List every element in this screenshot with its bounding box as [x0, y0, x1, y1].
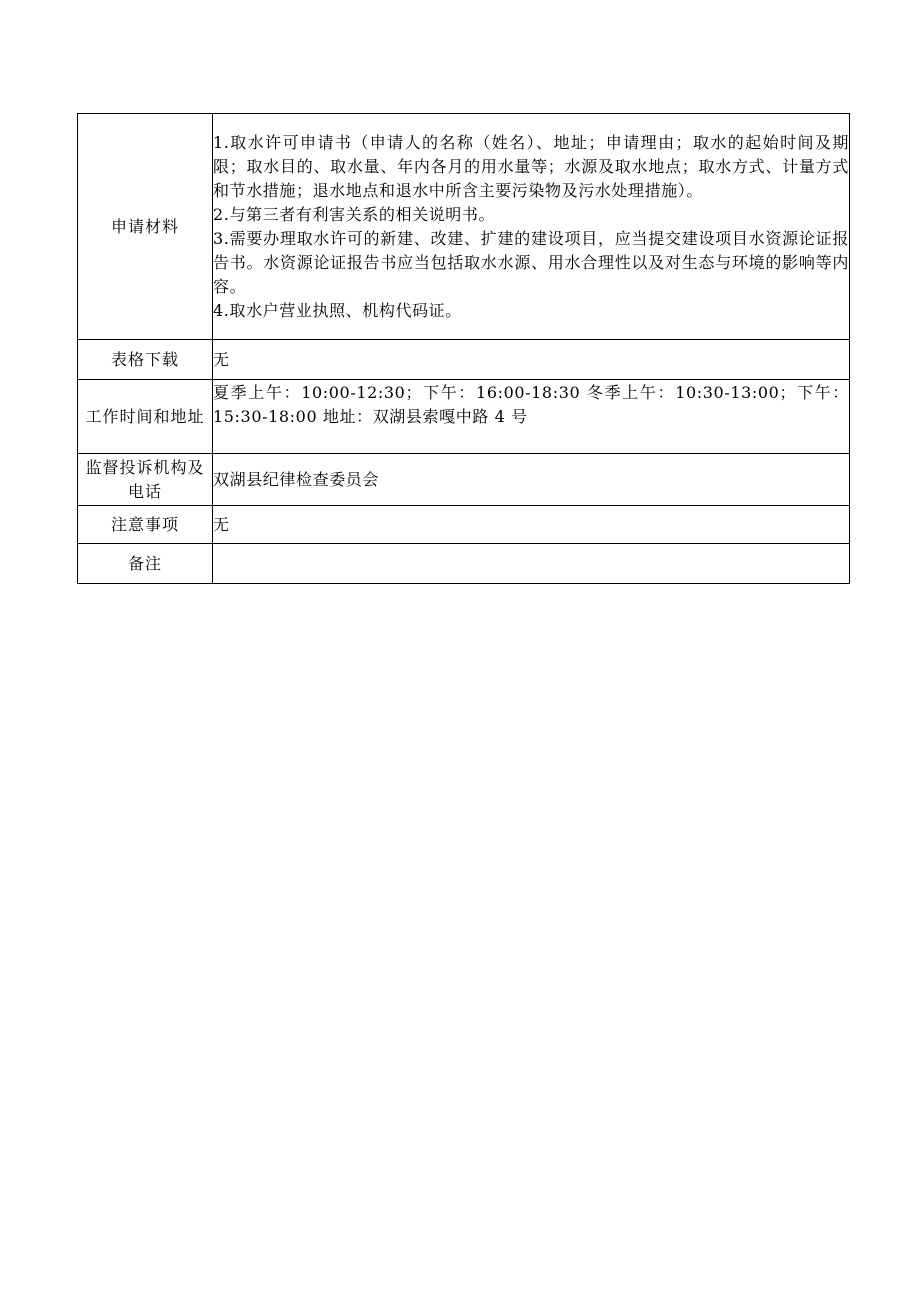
table-row-form-download — [78, 340, 850, 380]
document-page — [77, 113, 849, 584]
table-row-notes — [78, 506, 850, 544]
notes-label: 注意事项 — [78, 506, 213, 544]
remarks-label: 备注 — [78, 544, 213, 584]
service-info-table — [77, 113, 850, 584]
table-row-remarks — [78, 544, 850, 584]
material-item-3: 3.需要办理取水许可的新建、改建、扩建的建设项目，应当提交建设项目水资源论证报告书。水资源论证报告书应当包括取水水源、用水合理性以及对生态与环境的影响等内容。 — [213, 228, 849, 296]
material-item-2: 2.与第三者有利害关系的相关说明书。 — [213, 204, 496, 224]
notes-value: 无 — [213, 506, 850, 544]
table-row-supervision — [78, 454, 850, 506]
table-row-application-materials — [78, 114, 850, 340]
material-item-1: 1.取水许可申请书（申请人的名称（姓名）、地址；申请理由；取水的起始时间及期限；取水目的、取水量、年内各月的用水量等；水源及取水地点；取水方式、计量方式和节水措施；退水地点和退水中所含主要污染物及污水处理措施）。 — [213, 132, 849, 200]
form-download-value: 无 — [213, 340, 850, 380]
remarks-value — [213, 544, 850, 584]
form-download-label: 表格下载 — [78, 340, 213, 380]
working-hours-value: 夏季上午：10:00-12:30；下午：16:00-18:30 冬季上午：10:30-13:00；下午：15:30-18:00 地址：双湖县索嘎中路 4 号 — [213, 380, 850, 454]
table-row-working-hours — [78, 380, 850, 454]
application-materials-value — [213, 114, 850, 340]
working-hours-label: 工作时间和地址 — [78, 380, 213, 454]
material-item-4: 4.取水户营业执照、机构代码证。 — [213, 300, 462, 320]
supervision-value: 双湖县纪律检查委员会 — [213, 454, 850, 506]
supervision-label: 监督投诉机构及电话 — [78, 454, 213, 506]
application-materials-label: 申请材料 — [78, 114, 213, 340]
